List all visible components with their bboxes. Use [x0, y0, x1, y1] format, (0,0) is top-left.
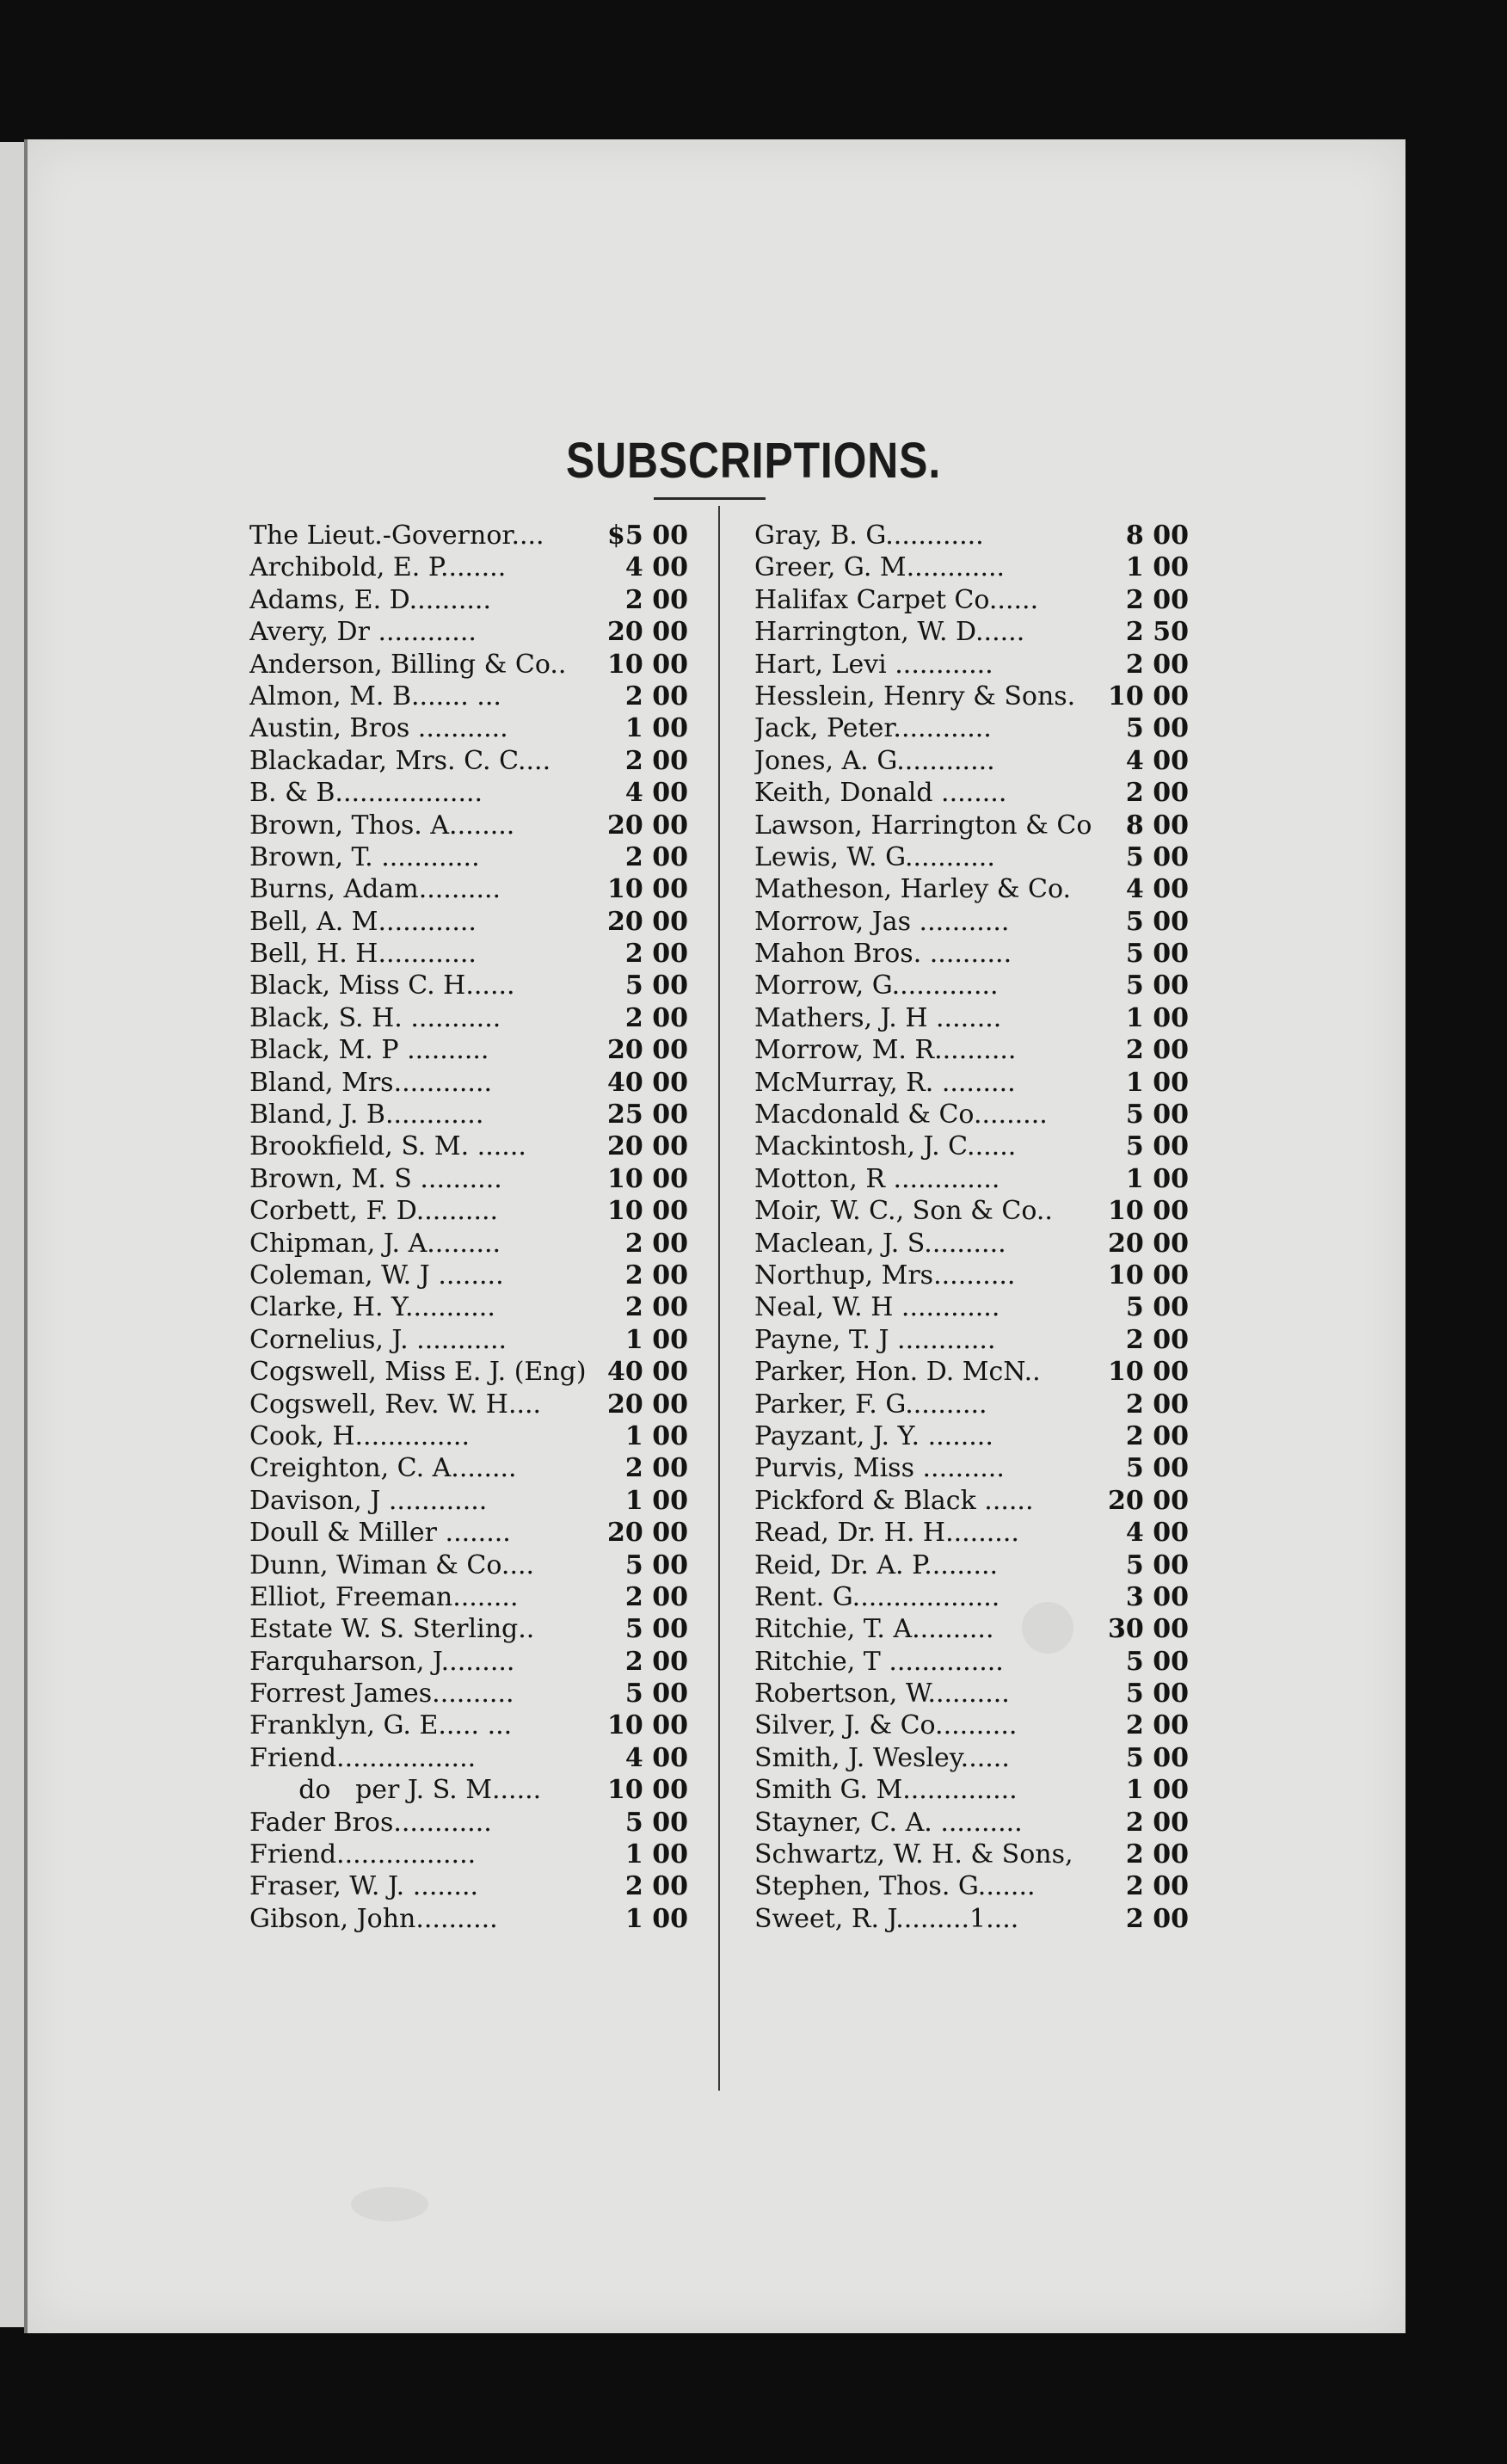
subscription-row — [249, 649, 688, 681]
paper-stain — [351, 2187, 428, 2221]
subscription-row — [249, 1130, 688, 1162]
subscription-row — [249, 1195, 688, 1227]
subscription-amount: 2 00 — [624, 1581, 688, 1612]
subscription-amount: 10 00 — [607, 874, 688, 905]
subscription-row — [754, 1774, 1189, 1806]
subscriber-name: Brown, Thos. A........ — [249, 810, 515, 841]
subscriber-name: Forrest James.......... — [249, 1679, 514, 1709]
subscription-amount: 5 00 — [1125, 1646, 1189, 1677]
subscription-row — [249, 1839, 688, 1870]
subscriber-name: Austin, Bros ........... — [249, 713, 508, 744]
subscription-row — [754, 1099, 1189, 1130]
subscription-amount: 4 00 — [624, 1742, 688, 1773]
subscription-amount: 2 00 — [1125, 649, 1189, 680]
subscription-amount: 8 00 — [1125, 810, 1189, 841]
subscription-row — [754, 970, 1189, 1001]
subscription-amount: 2 00 — [1125, 1903, 1189, 1934]
subscriber-name: Parker, Hon. D. McN.. — [754, 1357, 1041, 1388]
subscription-amount: 2 00 — [1125, 1807, 1189, 1838]
subscription-amount: 2 00 — [624, 1002, 688, 1033]
subscription-row — [249, 681, 688, 712]
subscription-amount: 1 00 — [1125, 1002, 1189, 1033]
subscription-amount: 2 00 — [1125, 1420, 1189, 1451]
subscriber-name: Greer, G. M............ — [754, 552, 1006, 583]
subscription-amount: 4 00 — [1125, 1518, 1189, 1549]
subscription-row — [249, 1228, 688, 1260]
subscription-amount: 5 00 — [1125, 713, 1189, 744]
subscriber-name: Stayner, C. A. .......... — [754, 1807, 1023, 1838]
subscriber-name: Smith G. M.............. — [754, 1775, 1018, 1806]
subscription-amount: 1 00 — [1125, 552, 1189, 583]
subscription-row — [754, 1163, 1189, 1195]
subscriber-name: Neal, W. H ............ — [754, 1292, 1000, 1323]
subscription-amount: 2 00 — [1125, 1389, 1189, 1420]
subscriber-name: Estate W. S. Sterling.. — [249, 1614, 535, 1645]
subscriber-name: Coleman, W. J ........ — [249, 1260, 504, 1291]
subscriber-name: Stephen, Thos. G....... — [754, 1871, 1036, 1902]
subscription-amount: 2 00 — [624, 681, 688, 711]
subscriber-name: Reid, Dr. A. P......... — [754, 1549, 999, 1580]
subscription-amount: 5 00 — [624, 1614, 688, 1645]
subscriber-name: do per J. S. M...... — [249, 1775, 542, 1806]
subscriber-name: Elliot, Freeman........ — [249, 1581, 519, 1612]
subscriber-name: Franklyn, G. E..... ... — [249, 1710, 513, 1741]
subscription-amount: 10 00 — [1108, 1357, 1189, 1388]
subscriber-name: Creighton, C. A........ — [249, 1453, 517, 1484]
subscriber-name: Jones, A. G............ — [754, 745, 995, 776]
subscription-row — [249, 1774, 688, 1806]
subscription-row — [754, 1549, 1189, 1581]
subscription-row — [249, 873, 688, 905]
subscription-amount: 20 00 — [607, 1131, 688, 1162]
subscription-amount: 5 00 — [1125, 1549, 1189, 1580]
subscriber-name: Maclean, J. S.......... — [754, 1228, 1006, 1259]
subscription-amount: 20 00 — [607, 906, 688, 937]
subscription-row — [754, 1839, 1189, 1870]
subscription-row — [754, 777, 1189, 809]
subscription-row — [754, 1067, 1189, 1099]
subscription-amount: 1 00 — [624, 1324, 688, 1355]
subscription-row — [754, 841, 1189, 873]
subscriber-name: The Lieut.-Governor.... — [249, 521, 544, 551]
subscription-amount: 10 00 — [1108, 681, 1189, 711]
subscription-row — [249, 520, 688, 551]
subscription-amount: 1 00 — [1125, 1775, 1189, 1806]
subscriber-name: Anderson, Billing & Co.. — [249, 649, 567, 680]
subscription-row — [249, 810, 688, 841]
subscriber-name: Morrow, G............. — [754, 970, 999, 1001]
subscription-row — [249, 938, 688, 970]
subscription-row — [754, 745, 1189, 777]
subscription-amount: 1 00 — [1125, 1067, 1189, 1098]
page-title: SUBSCRIPTIONS. — [565, 433, 942, 489]
subscription-row — [754, 649, 1189, 681]
subscription-amount: 5 00 — [624, 970, 688, 1001]
subscription-row — [754, 873, 1189, 905]
subscriber-name: Cook, H.............. — [249, 1420, 470, 1451]
subscription-amount: 20 00 — [607, 1518, 688, 1549]
right-subscription-column — [754, 520, 1189, 1935]
subscriber-name: Macdonald & Co......... — [754, 1100, 1048, 1130]
subscription-row — [754, 1613, 1189, 1645]
subscription-amount: 10 00 — [607, 1775, 688, 1806]
subscription-amount: 20 00 — [607, 810, 688, 841]
subscription-row — [249, 1356, 688, 1388]
subscription-row — [754, 938, 1189, 970]
subscription-amount: 5 00 — [624, 1549, 688, 1580]
subscription-row — [249, 906, 688, 938]
subscription-amount: 1 00 — [624, 1839, 688, 1870]
subscription-row — [754, 1903, 1189, 1935]
subscriber-name: Cogswell, Miss E. J. (Eng) — [249, 1357, 587, 1388]
column-divider — [718, 506, 720, 2091]
subscription-amount: 20 00 — [607, 1035, 688, 1066]
subscription-amount: 30 00 — [1108, 1614, 1189, 1645]
subscriber-name: Robertson, W.......... — [754, 1679, 1010, 1709]
subscription-row — [754, 1130, 1189, 1162]
subscriber-name: Adams, E. D.......... — [249, 584, 491, 615]
subscription-amount: 8 00 — [1125, 521, 1189, 551]
subscriber-name: McMurray, R. ......... — [754, 1067, 1016, 1098]
subscription-row — [754, 1002, 1189, 1034]
subscription-row — [249, 1485, 688, 1517]
subscriber-name: Hart, Levi ............ — [754, 649, 993, 680]
subscription-amount: 40 00 — [607, 1067, 688, 1098]
subscriber-name: Bland, J. B............ — [249, 1100, 484, 1130]
subscriber-name: Black, S. H. ........... — [249, 1002, 501, 1033]
subscription-row — [754, 1742, 1189, 1774]
subscription-row — [754, 616, 1189, 648]
subscriber-name: Black, M. P .......... — [249, 1035, 489, 1066]
subscription-row — [754, 906, 1189, 938]
subscriber-name: Davison, J ............ — [249, 1485, 488, 1516]
subscription-row — [249, 1549, 688, 1581]
subscription-row — [249, 1613, 688, 1645]
subscription-amount: 5 00 — [1125, 841, 1189, 872]
subscription-amount: 1 00 — [1125, 1163, 1189, 1194]
subscription-row — [249, 1067, 688, 1099]
subscriber-name: Fraser, W. J. ........ — [249, 1871, 479, 1902]
subscription-amount: 5 00 — [1125, 1292, 1189, 1323]
subscription-row — [249, 1389, 688, 1420]
subscription-row — [249, 1163, 688, 1195]
subscription-row — [754, 681, 1189, 712]
subscription-row — [754, 1324, 1189, 1356]
subscription-row — [249, 970, 688, 1001]
subscription-row — [249, 1291, 688, 1323]
subscription-row — [249, 1646, 688, 1678]
subscription-row — [249, 1678, 688, 1709]
subscription-amount: 2 00 — [1125, 584, 1189, 615]
subscription-row — [754, 1678, 1189, 1709]
subscription-amount: 5 00 — [624, 1807, 688, 1838]
subscription-row — [249, 745, 688, 777]
subscription-row — [249, 1260, 688, 1291]
subscription-amount: 4 00 — [624, 552, 688, 583]
subscription-amount: 2 00 — [624, 1260, 688, 1291]
subscriber-name: Rent. G.................. — [754, 1581, 1000, 1612]
subscription-row — [754, 1356, 1189, 1388]
subscriber-name: Lewis, W. G........... — [754, 841, 995, 872]
subscription-amount: 2 00 — [1125, 1035, 1189, 1066]
subscription-amount: 1 00 — [624, 1903, 688, 1934]
subscription-amount: 2 00 — [624, 1292, 688, 1323]
subscriber-name: Gray, B. G............ — [754, 521, 984, 551]
subscriber-name: Mathers, J. H ........ — [754, 1002, 1002, 1033]
subscription-row — [754, 1228, 1189, 1260]
subscriber-name: Cornelius, J. ........... — [249, 1324, 507, 1355]
subscriber-name: Clarke, H. Y........... — [249, 1292, 495, 1323]
subscription-row — [754, 1420, 1189, 1452]
subscription-amount: 2 00 — [624, 1646, 688, 1677]
subscriber-name: Almon, M. B....... ... — [249, 681, 501, 711]
subscriber-name: Sweet, R. J.........1.... — [754, 1903, 1019, 1934]
subscription-row — [249, 1517, 688, 1549]
subscriber-name: B. & B.................. — [249, 778, 483, 809]
subscriber-name: Motton, R ............. — [754, 1163, 1000, 1194]
subscriber-name: Lawson, Harrington & Co — [754, 810, 1092, 841]
subscriber-name: Smith, J. Wesley...... — [754, 1742, 1010, 1773]
subscription-row — [249, 1002, 688, 1034]
subscriber-name: Purvis, Miss .......... — [754, 1453, 1005, 1484]
subscription-amount: 2 00 — [624, 1871, 688, 1902]
subscription-row — [754, 1517, 1189, 1549]
subscription-amount: 2 00 — [1125, 1324, 1189, 1355]
subscriber-name: Silver, J. & Co.......... — [754, 1710, 1018, 1741]
subscription-row — [249, 1420, 688, 1452]
subscription-row — [249, 584, 688, 616]
subscriber-name: Friend................. — [249, 1839, 477, 1870]
subscriber-name: Doull & Miller ........ — [249, 1518, 511, 1549]
subscriber-name: Schwartz, W. H. & Sons, — [754, 1839, 1073, 1870]
subscription-amount: 2 00 — [1125, 1710, 1189, 1741]
subscription-amount: 20 00 — [1108, 1485, 1189, 1516]
subscription-amount: 10 00 — [1108, 1260, 1189, 1291]
subscription-amount: 2 00 — [1125, 1839, 1189, 1870]
subscriber-name: Jack, Peter............ — [754, 713, 992, 744]
subscriber-name: Keith, Donald ........ — [754, 778, 1007, 809]
subscriber-name: Brookfield, S. M. ...... — [249, 1131, 526, 1162]
subscriber-name: Bland, Mrs............ — [249, 1067, 493, 1098]
subscription-amount: 1 00 — [624, 1485, 688, 1516]
subscription-amount: 5 00 — [1125, 906, 1189, 937]
subscriber-name: Harrington, W. D...... — [754, 617, 1025, 648]
subscription-amount: 2 00 — [624, 1453, 688, 1484]
subscriber-name: Bell, A. M............ — [249, 906, 477, 937]
subscription-row — [754, 1709, 1189, 1741]
subscription-row — [754, 712, 1189, 744]
subscriber-name: Read, Dr. H. H......... — [754, 1518, 1019, 1549]
subscription-row — [754, 520, 1189, 551]
subscriber-name: Northup, Mrs.......... — [754, 1260, 1016, 1291]
subscription-row — [249, 1903, 688, 1935]
subscription-row — [754, 1034, 1189, 1066]
subscription-row — [754, 810, 1189, 841]
subscriber-name: Ritchie, T .............. — [754, 1646, 1004, 1677]
subscription-amount: 10 00 — [607, 1196, 688, 1227]
subscriber-name: Ritchie, T. A.......... — [754, 1614, 994, 1645]
subscription-amount: 1 00 — [624, 1420, 688, 1451]
subscription-row — [249, 1709, 688, 1741]
subscriber-name: Pickford & Black ...... — [754, 1485, 1034, 1516]
subscription-row — [249, 1870, 688, 1902]
title-rule — [654, 497, 766, 500]
subscription-row — [754, 1389, 1189, 1420]
subscriber-name: Matheson, Harley & Co. — [754, 874, 1072, 905]
facing-page-edge — [0, 142, 24, 2327]
subscriber-name: Fader Bros............ — [249, 1807, 492, 1838]
subscription-row — [754, 1807, 1189, 1839]
subscriber-name: Blackadar, Mrs. C. C.... — [249, 745, 551, 776]
subscriber-name: Gibson, John.......... — [249, 1903, 498, 1934]
subscriber-name: Dunn, Wiman & Co.... — [249, 1549, 535, 1580]
subscription-amount: 5 00 — [1125, 1100, 1189, 1130]
subscription-amount: 2 00 — [624, 841, 688, 872]
subscription-row — [249, 551, 688, 583]
subscription-row — [249, 1742, 688, 1774]
subscription-row — [249, 777, 688, 809]
subscription-row — [249, 1324, 688, 1356]
subscription-amount: 10 00 — [607, 1163, 688, 1194]
subscription-row — [249, 1034, 688, 1066]
subscription-amount: 2 00 — [624, 745, 688, 776]
subscriber-name: Morrow, M. R.......... — [754, 1035, 1017, 1066]
subscriber-name: Hesslein, Henry & Sons. — [754, 681, 1076, 711]
subscription-amount: 25 00 — [607, 1100, 688, 1130]
subscription-row — [754, 1646, 1189, 1678]
subscriber-name: Farquharson, J......... — [249, 1646, 515, 1677]
subscription-amount: 10 00 — [607, 1710, 688, 1741]
subscriber-name: Payzant, J. Y. ........ — [754, 1420, 993, 1451]
subscription-amount: 2 00 — [624, 939, 688, 970]
subscription-amount: 2 00 — [1125, 1871, 1189, 1902]
subscription-amount: 2 00 — [1125, 778, 1189, 809]
subscription-amount: 5 00 — [1125, 1453, 1189, 1484]
subscription-amount: 4 00 — [1125, 745, 1189, 776]
subscription-row — [249, 1807, 688, 1839]
subscription-row — [754, 1260, 1189, 1291]
subscription-amount: $5 00 — [607, 521, 688, 551]
subscription-amount: 5 00 — [1125, 1131, 1189, 1162]
subscription-amount: 5 00 — [1125, 939, 1189, 970]
subscriber-name: Mackintosh, J. C...... — [754, 1131, 1017, 1162]
subscriber-name: Archibold, E. P........ — [249, 552, 507, 583]
subscription-row — [754, 584, 1189, 616]
subscription-amount: 10 00 — [607, 649, 688, 680]
subscription-amount: 2 00 — [624, 584, 688, 615]
subscriber-name: Morrow, Jas ........... — [754, 906, 1010, 937]
left-subscription-column — [249, 520, 688, 1935]
subscriber-name: Moir, W. C., Son & Co.. — [754, 1196, 1053, 1227]
subscription-amount: 20 00 — [607, 617, 688, 648]
subscription-row — [249, 1099, 688, 1130]
subscriber-name: Burns, Adam.......... — [249, 874, 501, 905]
subscription-row — [249, 616, 688, 648]
subscription-amount: 10 00 — [1108, 1196, 1189, 1227]
subscription-row — [249, 712, 688, 744]
subscription-row — [754, 1870, 1189, 1902]
subscription-amount: 4 00 — [1125, 874, 1189, 905]
subscription-row — [754, 1581, 1189, 1613]
subscriber-name: Avery, Dr ............ — [249, 617, 477, 648]
subscriber-name: Cogswell, Rev. W. H.... — [249, 1389, 542, 1420]
subscription-row — [249, 841, 688, 873]
subscriber-name: Parker, F. G.......... — [754, 1389, 987, 1420]
subscription-amount: 5 00 — [1125, 1679, 1189, 1709]
subscription-row — [754, 1195, 1189, 1227]
subscriber-name: Black, Miss C. H...... — [249, 970, 515, 1001]
subscription-row — [754, 1291, 1189, 1323]
subscriber-name: Brown, M. S .......... — [249, 1163, 502, 1194]
subscription-amount: 40 00 — [607, 1357, 688, 1388]
subscription-row — [754, 551, 1189, 583]
subscription-row — [754, 1485, 1189, 1517]
subscriber-name: Payne, T. J ............ — [754, 1324, 996, 1355]
subscription-amount: 5 00 — [1125, 970, 1189, 1001]
subscription-row — [249, 1581, 688, 1613]
subscription-amount: 20 00 — [607, 1389, 688, 1420]
subscription-amount: 20 00 — [1108, 1228, 1189, 1259]
subscription-amount: 3 00 — [1125, 1581, 1189, 1612]
subscription-amount: 4 00 — [624, 778, 688, 809]
subscriber-name: Brown, T. ............ — [249, 841, 480, 872]
subscriber-name: Chipman, J. A......... — [249, 1228, 501, 1259]
subscription-row — [754, 1452, 1189, 1484]
subscription-amount: 2 00 — [624, 1228, 688, 1259]
subscription-amount: 1 00 — [624, 713, 688, 744]
page-gutter-shadow — [24, 139, 28, 2333]
subscriber-name: Halifax Carpet Co...... — [754, 584, 1039, 615]
subscription-amount: 5 00 — [1125, 1742, 1189, 1773]
subscription-row — [249, 1452, 688, 1484]
subscriber-name: Friend................. — [249, 1742, 477, 1773]
subscriber-name: Mahon Bros. .......... — [754, 939, 1012, 970]
subscriber-name: Corbett, F. D.......... — [249, 1196, 499, 1227]
subscription-amount: 5 00 — [624, 1679, 688, 1709]
subscription-amount: 2 50 — [1125, 617, 1189, 648]
subscriber-name: Bell, H. H............ — [249, 939, 477, 970]
